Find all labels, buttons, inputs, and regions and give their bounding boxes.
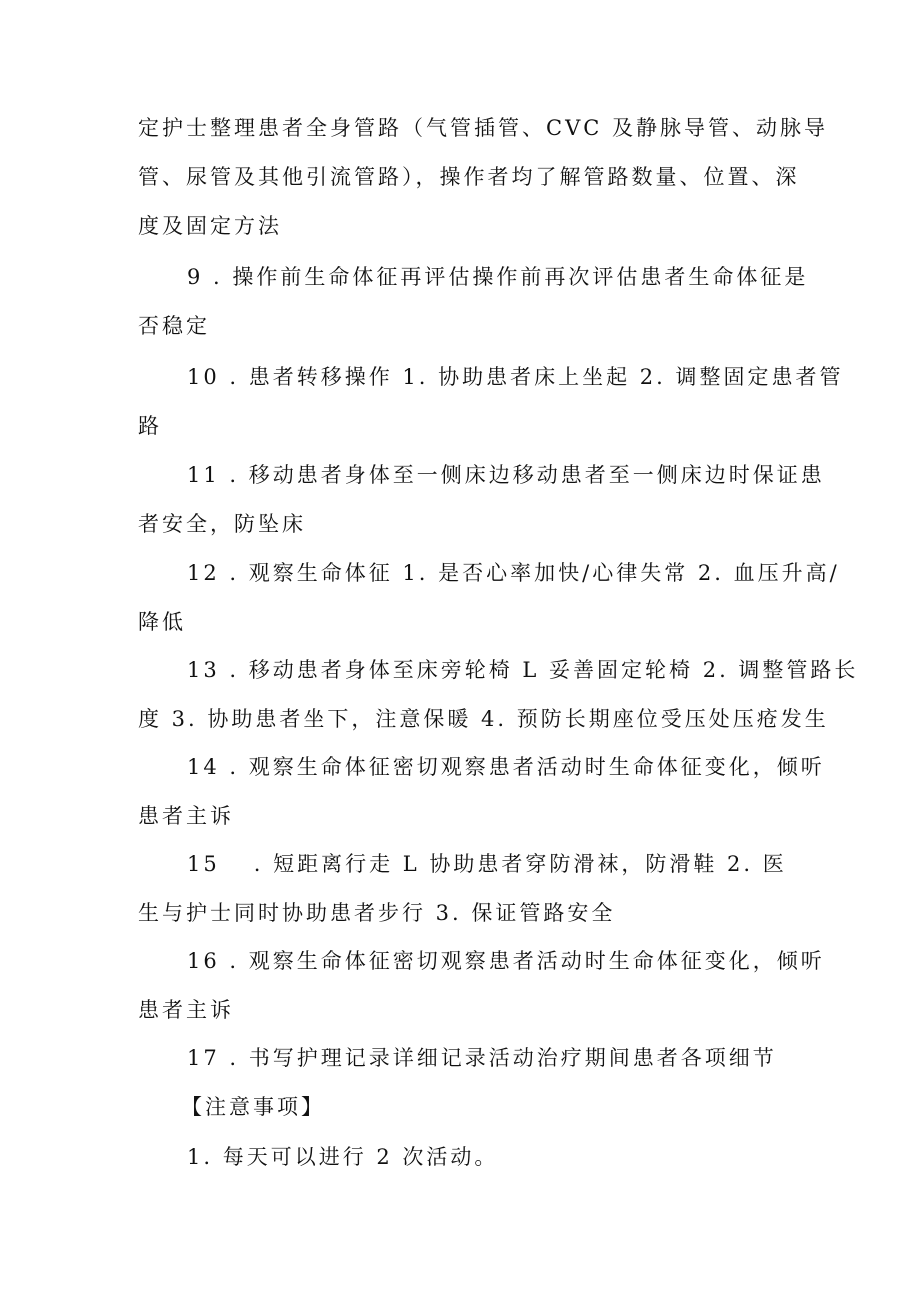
text-line: 定护士整理患者全身管路（气管插管、CVC 及静脉导管、动脉导 <box>138 116 828 140</box>
text-line: 者安全，防坠床 <box>138 512 306 536</box>
text-line: 度及固定方法 <box>138 214 282 238</box>
item-number: 15 <box>187 852 220 876</box>
text-line: 度 3. 协助患者坐下，注意保暖 4. 预防长期座位受压处压疮发生 <box>138 707 829 731</box>
text-line: 12 . 观察生命体征 1. 是否心率加快/心律失常 2. 血压升高/ <box>187 561 840 585</box>
item-text: . 短距离行走 L 协助患者穿防滑袜，防滑鞋 2. 医 <box>253 852 787 876</box>
text-line <box>138 840 793 889</box>
text-line: 降低 <box>138 610 186 634</box>
paragraph-item-15 <box>138 840 793 938</box>
text-line: 患者主诉 <box>138 804 234 828</box>
text-line: 患者主诉 <box>138 998 234 1022</box>
text-line: 路 <box>138 414 162 438</box>
section-heading: 【注意事项】 <box>181 1095 325 1119</box>
notes-heading <box>138 1083 793 1132</box>
text-line: 14 . 观察生命体征密切观察患者活动时生命体征变化，倾听 <box>187 755 825 779</box>
paragraph-item-13 <box>138 646 859 744</box>
paragraph-item-14 <box>138 743 825 841</box>
text-line: 10 . 患者转移操作 1. 协助患者床上坐起 2. 调整固定患者管 <box>187 365 844 389</box>
paragraph-item-11 <box>138 451 825 549</box>
paragraph-item-16 <box>138 937 825 1035</box>
note-item-1 <box>138 1133 793 1182</box>
text-line: 17 . 书写护理记录详细记录活动治疗期间患者各项细节 <box>187 1046 777 1070</box>
text-line: 1. 每天可以进行 2 次活动。 <box>187 1145 499 1169</box>
text-line: 9 . 操作前生命体征再评估操作前再次评估患者生命体征是 <box>187 265 809 289</box>
paragraph-8-continuation <box>138 104 828 251</box>
paragraph-item-17 <box>138 1034 793 1083</box>
text-line: 11 . 移动患者身体至一侧床边移动患者至一侧床边时保证患 <box>187 463 825 487</box>
text-line: 否稳定 <box>138 314 210 338</box>
paragraph-item-9 <box>138 253 809 351</box>
text-line: 生与护士同时协助患者步行 3. 保证管路安全 <box>138 901 616 925</box>
paragraph-item-12 <box>138 549 840 647</box>
text-line: 16 . 观察生命体征密切观察患者活动时生命体征变化，倾听 <box>187 949 825 973</box>
text-line: 13 . 移动患者身体至床旁轮椅 L 妥善固定轮椅 2. 调整管路长 <box>187 658 859 682</box>
text-line: 管、尿管及其他引流管路），操作者均了解管路数量、位置、深 <box>138 165 800 189</box>
paragraph-item-10 <box>138 353 844 451</box>
